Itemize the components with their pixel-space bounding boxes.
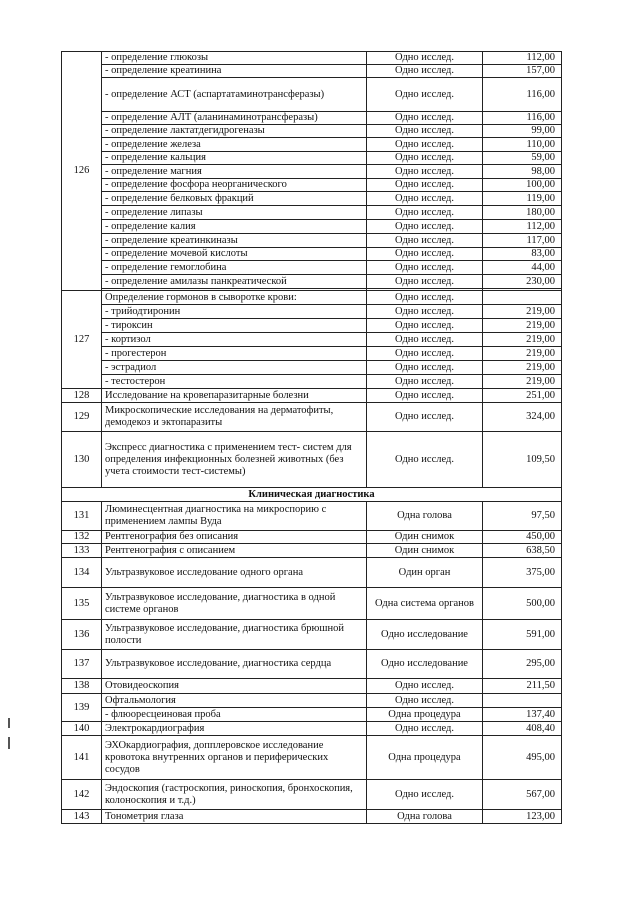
price-cell: 219,00 [483,347,562,361]
price-cell: 123,00 [483,810,562,824]
table-row [62,138,562,152]
price-cell: 137,40 [483,708,562,722]
price-cell [483,291,562,305]
unit-cell: Одно исслед. [367,347,483,361]
table-row [62,248,562,261]
service-name: - определение АЛТ (аланинаминотрансферазы) [102,112,367,125]
unit-cell: Одно исслед. [367,78,483,112]
table-row [62,531,562,544]
table-row [62,620,562,650]
table-row [62,305,562,319]
table-row [62,275,562,289]
unit-cell: Одно исслед. [367,375,483,389]
service-name: - определение железа [102,138,367,152]
service-name: Микроскопические исследования на дерматофиты, демодекоз и эктопаразиты [102,403,367,432]
table-row [62,152,562,165]
row-number: 127 [62,291,102,389]
price-cell: 112,00 [483,52,562,65]
price-cell: 375,00 [483,558,562,588]
service-name: - определение фосфора неорганического [102,179,367,192]
service-name: - трийодтиронин [102,305,367,319]
table-row [62,112,562,125]
price-cell: 638,50 [483,544,562,558]
service-name: - определение калия [102,220,367,234]
unit-cell: Одна процедура [367,708,483,722]
price-cell: 100,00 [483,179,562,192]
unit-cell: Одно исслед. [367,722,483,736]
price-cell: 251,00 [483,389,562,403]
table-row [62,192,562,206]
service-name: - кортизол [102,333,367,347]
unit-cell: Одно исслед. [367,165,483,179]
unit-cell: Один орган [367,558,483,588]
price-table-body [62,52,562,824]
service-name: Рентгенография с описанием [102,544,367,558]
service-name: Ультразвуковое исследование одного органа [102,558,367,588]
unit-cell: Одно исслед. [367,52,483,65]
unit-cell: Одно исслед. [367,112,483,125]
service-name: Экспресс диагностика с применением тест- систем для определения инфекционных болезней животных (без учета стоимости тест-системы) [102,432,367,488]
price-cell: 219,00 [483,361,562,375]
price-cell: 230,00 [483,275,562,289]
table-row [62,810,562,824]
price-cell: 500,00 [483,588,562,620]
price-table [61,51,562,824]
table-row [62,558,562,588]
service-name: Тонометрия глаза [102,810,367,824]
unit-cell: Одно исслед. [367,179,483,192]
row-number: 131 [62,502,102,531]
service-name: Электрокардиография [102,722,367,736]
unit-cell: Одно исслед. [367,234,483,248]
unit-cell: Одно исслед. [367,206,483,220]
price-cell: 219,00 [483,305,562,319]
service-name: - определение глюкозы [102,52,367,65]
unit-cell: Одно исслед. [367,248,483,261]
price-cell: 112,00 [483,220,562,234]
service-name: - эстрадиол [102,361,367,375]
service-name: ЭХОкардиография, допплеровское исследование кровотока внутренних органов и периферических сосудов [102,736,367,780]
table-row [62,389,562,403]
row-number: 141 [62,736,102,780]
price-cell: 180,00 [483,206,562,220]
unit-cell: Одно исслед. [367,361,483,375]
unit-cell: Один снимок [367,544,483,558]
unit-cell: Одно исслед. [367,125,483,138]
service-name: - тестостерон [102,375,367,389]
row-number: 130 [62,432,102,488]
price-cell: 211,50 [483,679,562,694]
unit-cell: Одно исслед. [367,389,483,403]
table-row [62,403,562,432]
service-name: - определение гемоглобина [102,261,367,275]
service-name: Ультразвуковое исследование, диагностика сердца [102,650,367,679]
unit-cell: Одно исследование [367,620,483,650]
unit-cell: Одно исслед. [367,291,483,305]
price-cell: 591,00 [483,620,562,650]
unit-cell: Одна процедура [367,736,483,780]
service-name: Ультразвуковое исследование, диагностика брюшной полости [102,620,367,650]
table-row [62,319,562,333]
price-cell: 324,00 [483,403,562,432]
row-number: 137 [62,650,102,679]
service-name: Отовидеоскопия [102,679,367,694]
service-name: - определение креатинина [102,65,367,78]
unit-cell: Один снимок [367,531,483,544]
price-cell: 99,00 [483,125,562,138]
price-cell: 97,50 [483,502,562,531]
service-name: - определение лактатдегидрогеназы [102,125,367,138]
table-row [62,588,562,620]
unit-cell: Одна голова [367,502,483,531]
service-name: Исследование на кровепаразитарные болезни [102,389,367,403]
price-cell: 109,50 [483,432,562,488]
table-row [62,333,562,347]
row-number: 135 [62,588,102,620]
service-name: Определение гормонов в сыворотке крови: [102,291,367,305]
table-row [62,206,562,220]
unit-cell: Одно исследование [367,650,483,679]
price-cell: 117,00 [483,234,562,248]
table-row [62,502,562,531]
unit-cell: Одно исслед. [367,403,483,432]
unit-cell: Одно исслед. [367,319,483,333]
row-number: 134 [62,558,102,588]
price-cell: 219,00 [483,319,562,333]
unit-cell: Одно исслед. [367,780,483,810]
table-row [62,179,562,192]
unit-cell: Одна голова [367,810,483,824]
table-row [62,708,562,722]
service-name: - определение мочевой кислоты [102,248,367,261]
table-row [62,780,562,810]
service-name: - флюоресцеиновая проба [102,708,367,722]
unit-cell: Одно исслед. [367,138,483,152]
price-cell: 116,00 [483,78,562,112]
row-number: 126 [62,52,102,291]
unit-cell: Одно исслед. [367,432,483,488]
table-row [62,361,562,375]
unit-cell: Одно исслед. [367,305,483,319]
table-row [62,165,562,179]
unit-cell: Одно исслед. [367,220,483,234]
service-name: - прогестерон [102,347,367,361]
table-row [62,234,562,248]
row-number: 128 [62,389,102,403]
row-number: 132 [62,531,102,544]
service-name: - определение кальция [102,152,367,165]
price-cell: 450,00 [483,531,562,544]
service-name: - определение магния [102,165,367,179]
table-row [62,650,562,679]
row-number: 139 [62,694,102,722]
service-name: Рентгенография без описания [102,531,367,544]
service-name: - определение АСТ (аспартатаминотрансферазы) [102,78,367,112]
section-title: Клиническая диагностика [62,488,562,502]
margin-mark [8,737,10,749]
row-number: 138 [62,679,102,694]
table-row [62,722,562,736]
service-name: Люминесцентная диагностика на микроспорию с применением лампы Вуда [102,502,367,531]
unit-cell: Одно исслед. [367,333,483,347]
price-cell: 157,00 [483,65,562,78]
table-row [62,347,562,361]
section-row [62,488,562,502]
row-number: 143 [62,810,102,824]
price-cell: 495,00 [483,736,562,780]
margin-mark [8,718,10,728]
table-row [62,65,562,78]
unit-cell: Одно исслед. [367,694,483,708]
service-name: Эндоскопия (гастроскопия, риноскопия, бронхоскопия, колоноскопия и т.д.) [102,780,367,810]
table-row [62,261,562,275]
price-cell: 219,00 [483,375,562,389]
price-cell: 219,00 [483,333,562,347]
row-number: 133 [62,544,102,558]
row-number: 129 [62,403,102,432]
price-cell: 116,00 [483,112,562,125]
table-row [62,220,562,234]
unit-cell: Одно исслед. [367,192,483,206]
unit-cell: Одно исслед. [367,261,483,275]
row-number: 142 [62,780,102,810]
service-name: - определение липазы [102,206,367,220]
price-cell: 44,00 [483,261,562,275]
service-name: - определение белковых фракций [102,192,367,206]
price-cell: 83,00 [483,248,562,261]
unit-cell: Одна система органов [367,588,483,620]
table-row [62,694,562,708]
service-name: Офтальмология [102,694,367,708]
unit-cell: Одно исслед. [367,275,483,289]
table-row [62,291,562,305]
unit-cell: Одно исслед. [367,65,483,78]
row-number: 140 [62,722,102,736]
price-cell: 98,00 [483,165,562,179]
service-name: - определение амилазы панкреатической [102,275,367,289]
service-name: - определение креатинкиназы [102,234,367,248]
price-cell: 567,00 [483,780,562,810]
price-cell: 119,00 [483,192,562,206]
table-row [62,78,562,112]
table-row [62,544,562,558]
unit-cell: Одно исслед. [367,679,483,694]
service-name: - тироксин [102,319,367,333]
table-row [62,375,562,389]
service-name: Ультразвуковое исследование, диагностика в одной системе органов [102,588,367,620]
table-row [62,736,562,780]
row-number: 136 [62,620,102,650]
table-row [62,679,562,694]
price-cell: 110,00 [483,138,562,152]
price-cell [483,694,562,708]
unit-cell: Одно исслед. [367,152,483,165]
price-cell: 408,40 [483,722,562,736]
table-row [62,125,562,138]
price-cell: 295,00 [483,650,562,679]
table-row [62,52,562,65]
price-cell: 59,00 [483,152,562,165]
table-row [62,432,562,488]
